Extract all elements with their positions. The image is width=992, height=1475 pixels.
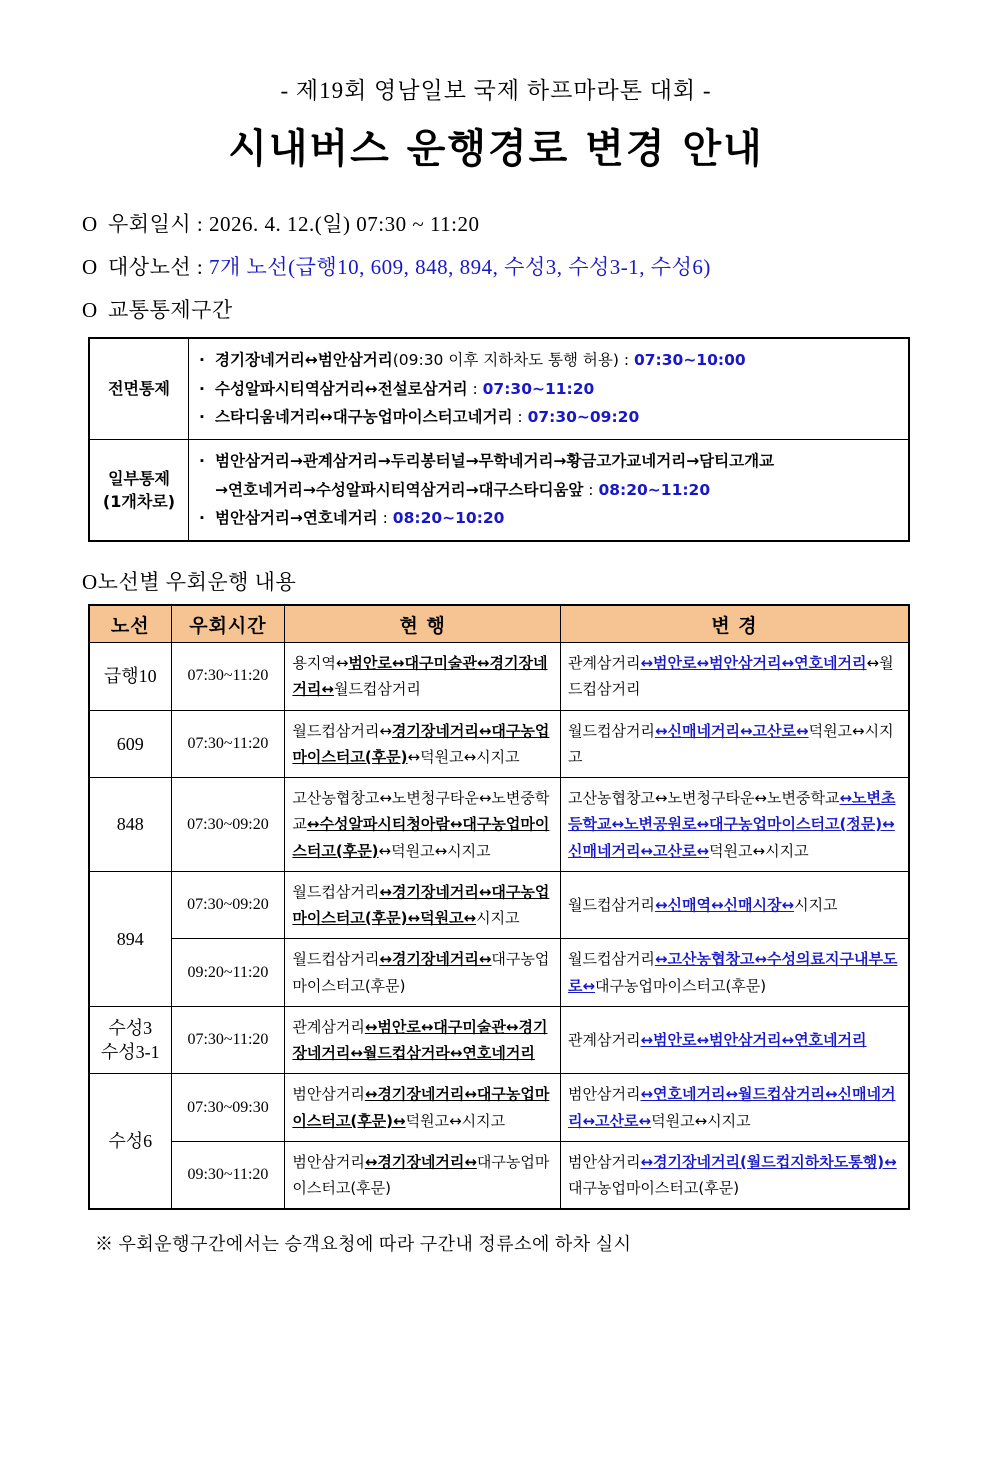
route-text-plain: 월드컵삼거리 <box>567 721 655 740</box>
table-row <box>89 1141 909 1209</box>
route-changed-path <box>560 778 909 872</box>
route-current-path <box>285 710 561 778</box>
control-item-bullet: · <box>199 379 205 398</box>
route-current-path <box>285 1141 561 1209</box>
changed-path-text <box>568 722 894 766</box>
route-text-plain: 고산농협창고↔노변청구타운↔노변중학교 <box>567 789 840 808</box>
table-row <box>89 1074 909 1142</box>
control-item-segment: 스타디움네거리↔대구농업마이스터고네거리 <box>215 408 513 427</box>
control-row-items <box>189 440 910 542</box>
table-row <box>89 1006 909 1074</box>
bullet-target-routes <box>82 251 992 281</box>
route-changed-path <box>560 1074 909 1142</box>
route-line-number <box>89 778 171 872</box>
control-item-segment: →연호네거리→수성알파시티역삼거리→대구스타디움앞 <box>215 480 584 499</box>
control-item-time: 07:30~11:20 <box>482 379 595 398</box>
control-item-bullet: · <box>199 452 205 471</box>
route-text-plain: 고산농협창고↔노변청구타운↔노변중학교 <box>292 789 550 834</box>
footer-mark: ※ <box>95 1234 114 1255</box>
route-current-path <box>285 1074 561 1142</box>
route-text-plain: ↔월드컵삼거리 <box>567 654 894 699</box>
control-row <box>89 440 909 542</box>
footer-note <box>95 1230 992 1256</box>
route-text-plain: 월드컵삼거리 <box>292 882 380 901</box>
route-changed-path <box>560 1141 909 1209</box>
route-text-plain: 범안삼거리 <box>567 1085 641 1104</box>
header-current: 현 행 <box>285 605 561 643</box>
route-text-changed: ↔노변초등학교↔노변공원로↔대구농업마이스터고(정문)↔신매네거리↔고산로↔ <box>567 789 896 860</box>
route-text-plain: 관계삼거리 <box>567 654 641 673</box>
route-text-emphasis: ↔범안로↔대구미술관↔경기장네거리↔월드컵삼거라↔연호네거리 <box>292 1017 548 1063</box>
route-text-plain: 덕원고↔시지고 <box>567 721 894 766</box>
route-changed-path <box>560 643 909 711</box>
table-row <box>89 939 909 1007</box>
control-label-main: 전면통제 <box>108 379 170 399</box>
route-line-text: 수성3-1 <box>100 1042 160 1063</box>
route-text-plain: 월드컵삼거리 <box>567 950 655 969</box>
route-detour-time: 07:30~09:20 <box>171 778 285 872</box>
route-changed-path <box>560 939 909 1007</box>
route-line-text: 894 <box>116 928 144 949</box>
route-text-changed: ↔신매역↔신매시장↔ <box>654 895 795 914</box>
route-text-plain: ↔덕원고↔시지고 <box>378 841 491 860</box>
route-current-path <box>285 643 561 711</box>
route-text-plain: 범안삼거리 <box>567 1152 641 1171</box>
control-item <box>199 476 902 505</box>
route-changed-path <box>560 871 909 939</box>
control-item <box>199 403 902 432</box>
detour-datetime-label: 우회일시 : <box>108 212 204 236</box>
route-line-number <box>89 1006 171 1074</box>
route-detour-time: 07:30~11:20 <box>171 1006 285 1074</box>
route-current-path <box>285 778 561 872</box>
target-routes-value: 7개 노선(급행10, 609, 848, 894, 수성3, 수성3-1, 수성6) <box>208 255 711 279</box>
control-section-label: 교통통제구간 <box>108 298 233 322</box>
control-item-separator: : <box>512 408 528 427</box>
route-text-plain: 월드컵삼거리 <box>292 950 380 969</box>
bullet-route-section <box>82 566 992 596</box>
current-path-text <box>292 1153 549 1197</box>
route-line-text: 급행10 <box>103 666 157 687</box>
current-path-text <box>292 950 549 994</box>
detour-datetime-value: 2026. 4. 12.(일) 07:30 ~ 11:20 <box>208 212 480 236</box>
info-bullets <box>0 208 992 324</box>
route-text-changed: ↔경기장네거리(월드컵지하차도통행)↔ <box>640 1152 897 1171</box>
target-routes-label: 대상노선 : <box>108 255 204 279</box>
route-text-plain: 범안삼거리 <box>292 1152 365 1171</box>
control-item-separator: : <box>467 379 483 398</box>
control-row-items <box>189 338 910 440</box>
control-item <box>199 447 902 476</box>
current-path-text <box>292 883 549 927</box>
bullet-detour-datetime <box>82 208 992 238</box>
control-label-sub: (1개차로) <box>102 492 176 512</box>
changed-path-text <box>568 950 897 994</box>
document-subtitle: - 제19회 영남일보 국제 하프마라톤 대회 - <box>280 78 712 103</box>
route-text-plain: 덕원고↔시지고 <box>709 841 809 860</box>
route-current-path <box>285 871 561 939</box>
header-changed: 변 경 <box>560 605 909 643</box>
control-item-segment: 범안삼거리→연호네거리 <box>215 509 378 528</box>
route-text-plain: 관계삼거리 <box>292 1017 365 1036</box>
route-text-plain: 관계삼거리 <box>567 1030 641 1049</box>
route-table-header-row <box>89 605 909 643</box>
current-path-text <box>292 789 549 860</box>
route-line-number <box>89 871 171 1006</box>
control-item-note: (09:30 이후 지하차도 통행 허용) <box>392 351 619 369</box>
footer-note-text: 우회운행구간에서는 승객요청에 따라 구간내 정류소에 하차 실시 <box>118 1234 632 1255</box>
route-detour-time: 07:30~09:20 <box>171 871 285 939</box>
table-row <box>89 871 909 939</box>
control-item-time: 07:30~09:20 <box>527 408 640 427</box>
route-text-plain: 범안삼거리 <box>292 1085 365 1104</box>
current-path-text <box>292 1085 549 1129</box>
header-time: 우회시간 <box>171 605 285 643</box>
route-line-number <box>89 643 171 711</box>
control-item-separator: : <box>583 480 599 499</box>
control-item <box>199 504 902 533</box>
control-item-bullet: · <box>199 509 205 528</box>
current-path-text <box>292 1018 547 1062</box>
changed-path-text <box>568 896 838 914</box>
route-text-changed: ↔범안로↔범안삼거리↔연호네거리 <box>640 1030 867 1049</box>
bullet-marker-3: O <box>82 298 98 322</box>
route-line-number <box>89 710 171 778</box>
route-text-plain: 덕원고↔시지고 <box>651 1111 751 1130</box>
route-text-changed: ↔연호네거리↔월드컵삼거리↔신매네거리↔고산로↔ <box>567 1085 896 1130</box>
route-text-changed: ↔신매네거리↔고산로↔ <box>654 721 809 740</box>
route-current-path <box>285 939 561 1007</box>
control-row <box>89 338 909 440</box>
route-text-emphasis: ↔수성알파시티청아람↔대구농업마이스터고(후문) <box>292 815 550 860</box>
changed-path-text <box>568 789 896 860</box>
route-line-text: 수성3 <box>108 1017 153 1038</box>
route-text-plain: 월드컵삼거리 <box>567 895 655 914</box>
route-text-plain: 용지역↔ <box>292 654 349 673</box>
changed-path-text <box>568 1031 867 1049</box>
bullet-marker-4: O <box>82 570 98 595</box>
changed-path-text <box>568 1153 897 1197</box>
document-title: 시내버스 운행경로 변경 안내 <box>228 126 764 172</box>
control-item-segment: 경기장네거리↔범안삼거리 <box>215 351 393 369</box>
route-detour-time: 09:30~11:20 <box>171 1141 285 1209</box>
route-text-plain: 대구농업마이스터고(후문) <box>292 1152 550 1198</box>
control-item-separator: : <box>618 351 634 369</box>
route-text-emphasis: ↔경기장네거리↔대구농업마이스터고(후문)↔ <box>292 1085 550 1130</box>
control-item-segment: 수성알파시티역삼거리↔전설로삼거리 <box>215 379 468 398</box>
control-item-time: 08:20~10:20 <box>392 509 505 528</box>
control-item <box>199 346 902 375</box>
header-line: 노선 <box>89 605 171 643</box>
route-line-number <box>89 1074 171 1210</box>
control-item-segment: 범안삼거리→관계삼거리→두리봉터널→무학네거리→황금고가교네거리→담티고개교 <box>215 452 775 471</box>
route-text-emphasis: ↔경기장네거리↔대구농업마이스터고(후문)↔덕원고↔ <box>292 882 550 928</box>
route-text-plain: 대구농업마이스터고(후문) <box>292 950 550 995</box>
bullet-marker-1: O <box>82 212 98 236</box>
control-item-separator: : <box>377 509 393 528</box>
route-current-path <box>285 1006 561 1074</box>
bullet-marker-2: O <box>82 255 98 279</box>
route-line-text: 수성6 <box>108 1131 153 1152</box>
control-row-label <box>89 440 189 542</box>
bullet-control-section <box>82 294 992 324</box>
route-text-plain: 시지고 <box>476 909 520 928</box>
control-item-time: 07:30~10:00 <box>633 351 746 369</box>
control-label-main: 일부통제 <box>108 468 170 488</box>
route-changed-path <box>560 1006 909 1074</box>
traffic-control-table <box>88 337 910 542</box>
route-text-plain: 월드컵삼거리 <box>333 680 421 699</box>
route-text-changed: ↔범안로↔범안삼거리↔연호네거리 <box>640 654 867 673</box>
control-item-bullet: · <box>199 408 205 427</box>
route-text-plain: 시지고 <box>794 895 838 914</box>
changed-path-text <box>568 1085 896 1129</box>
table-row <box>89 778 909 872</box>
current-path-text <box>292 654 547 698</box>
route-text-emphasis: 경기장네거리↔대구농업마이스터고(후문) <box>292 721 550 766</box>
table-row <box>89 710 909 778</box>
changed-path-text <box>568 654 894 698</box>
route-detour-time: 07:30~11:20 <box>171 710 285 778</box>
route-text-emphasis: 범안로↔대구미술관↔경기장네거리↔ <box>292 654 548 699</box>
route-text-changed: ↔고산농협창고↔수성의료지구내부도로↔ <box>567 950 898 995</box>
control-item-bullet: · <box>199 351 205 369</box>
route-line-text: 609 <box>116 733 144 754</box>
route-text-plain: ↔덕원고↔시지고 <box>407 747 520 766</box>
route-text-plain: 대구농업마이스터고(후문) <box>567 1179 740 1198</box>
route-detour-time: 07:30~09:30 <box>171 1074 285 1142</box>
route-detour-table <box>88 604 910 1210</box>
document-page <box>0 72 992 1475</box>
route-detour-time: 09:20~11:20 <box>171 939 285 1007</box>
route-text-plain: 대구농업마이스터고(후문) <box>595 976 767 995</box>
control-item-time: 08:20~11:20 <box>598 480 711 499</box>
route-text-emphasis: ↔경기장네거리↔ <box>379 950 492 969</box>
current-path-text <box>292 722 549 766</box>
route-line-text: 848 <box>116 814 144 835</box>
route-text-emphasis: ↔경기장네거리↔ <box>364 1152 477 1171</box>
control-item <box>199 375 902 404</box>
route-changed-path <box>560 710 909 778</box>
control-row-label <box>89 338 189 440</box>
route-detour-time: 07:30~11:20 <box>171 643 285 711</box>
route-section-label: 노선별 우회운행 내용 <box>97 570 297 595</box>
route-text-plain: 월드컵삼거리↔ <box>292 721 392 740</box>
route-text-plain: 덕원고↔시지고 <box>405 1111 506 1130</box>
table-row <box>89 643 909 711</box>
